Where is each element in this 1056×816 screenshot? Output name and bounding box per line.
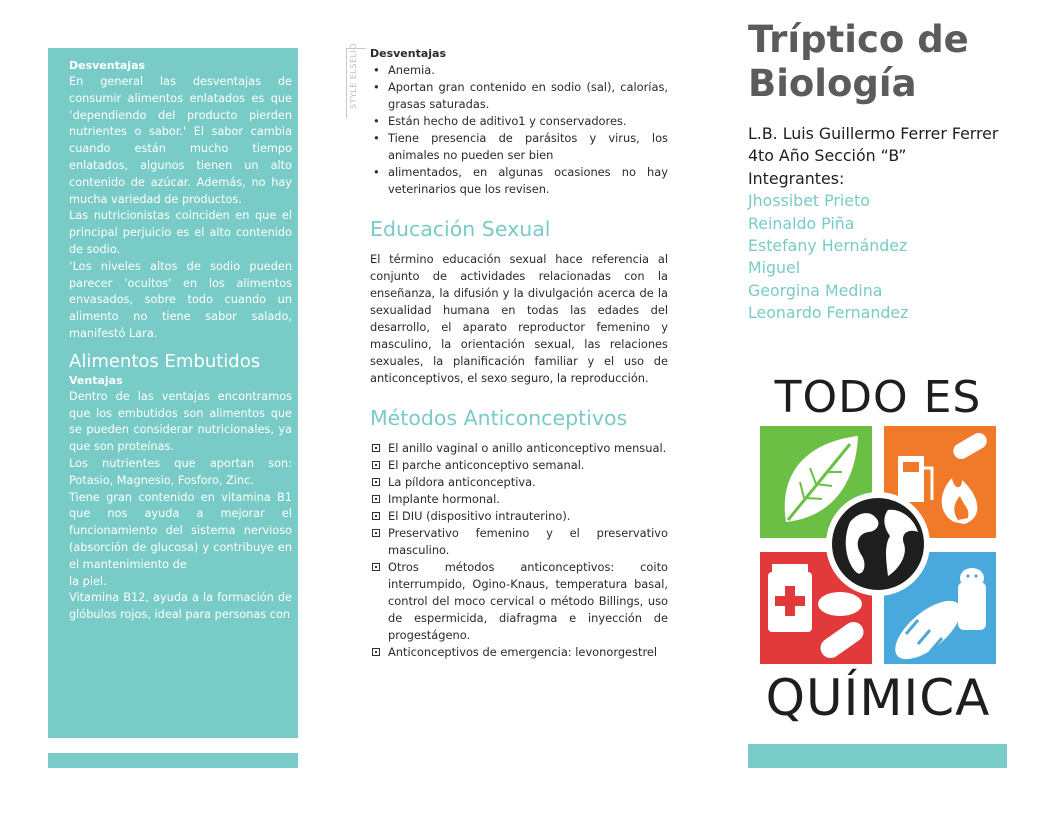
embutidos-title: Alimentos Embutidos [69, 350, 261, 372]
list-item [370, 164, 668, 198]
checkbox-bullet-icon [372, 648, 380, 656]
list-item-text: El anillo vaginal o anillo anticonceptivo mensual. [388, 441, 667, 455]
list-item [370, 474, 668, 491]
logo-bottom-text: QUÍMICA [765, 669, 991, 727]
left-footer-bar [48, 753, 298, 768]
list-item [370, 113, 668, 130]
canned-disadvantages-text: En general las desventajas de consumir alimentos enlatados es que ‘dependiendo del producto pierden nutrientes o sabor.' El sabor cambia cuando están mucho tiempo enlatados, algunos tienen un alto contenido de azúcar. Además, no hay mucha variedad de productos. [69, 75, 292, 206]
list-item [370, 491, 668, 508]
bullet-icon: • [373, 63, 380, 77]
vitamin-b12-text: Vitamina B12, ayuda a la formación de glóbulos rojos, ideal para personas con [69, 591, 292, 622]
list-item [370, 79, 668, 113]
list-item-text: Están hecho de aditivo1 y conservadores. [388, 114, 627, 128]
middle-panel [370, 46, 668, 661]
checkbox-bullet-icon [372, 478, 380, 486]
vitamin-b1-text: Tiene gran contenido en vitamina B1 que nos ayuda a mejorar el funcionamiento del sistema nervioso (absorción de glucosa) y contribuye en el mantenimiento de [69, 490, 292, 571]
methods-title: Métodos Anticonceptivos [370, 406, 628, 430]
advantages-text: Dentro de las ventajas encontramos que los embutidos son alimentos que se pueden considerar nutricionales, ya que son proteínas. [69, 389, 292, 454]
left-panel [48, 48, 298, 738]
skin-text: la piel. [69, 574, 107, 588]
member-name: Georgina Medina [748, 280, 883, 300]
style-stamp [346, 42, 366, 118]
list-item-text: Anticonceptivos de emergencia: levonorgestrel [388, 645, 658, 659]
credits [748, 123, 1008, 325]
list-item-text: Implante hormonal. [388, 492, 500, 506]
canned-disadvantages-heading: Desventajas [69, 59, 146, 72]
list-item-text: Anemia. [388, 63, 435, 77]
list-item-text: Otros métodos anticonceptivos: coito interrumpido, Ogino-Knaus, temperatura basal, control del moco cervical o método Billings, uso de espermicida, diafragma e inyección de progestágeno. [388, 560, 668, 642]
embutidos-disadvantages-heading: Desventajas [370, 47, 447, 60]
checkbox-bullet-icon [372, 512, 380, 520]
list-item-text: alimentados, en algunas ocasiones no hay veterinarios que los revisen. [388, 165, 668, 196]
list-item-text: El parche anticonceptivo semanal. [388, 458, 585, 472]
checkbox-bullet-icon [372, 461, 380, 469]
list-item [370, 644, 668, 661]
list-item-text: Aportan gran contenido en sodio (sal), calorías, grasas saturadas. [388, 80, 668, 111]
list-item-text: Preservativo femenino y el preservativo masculino. [388, 526, 668, 557]
list-item [370, 525, 668, 559]
nutritionists-text: Las nutricionistas coinciden en que el principal perjuicio es el alto contenido de sodio. [69, 209, 292, 256]
list-item [370, 440, 668, 457]
bullet-icon: • [373, 165, 380, 179]
globe-icon [826, 492, 930, 596]
right-footer-bar [748, 744, 1007, 768]
list-item [370, 559, 668, 644]
advantages-heading: Ventajas [69, 373, 123, 387]
bullet-icon: • [373, 80, 380, 94]
list-item [370, 508, 668, 525]
teacher-name: L.B. Luis Guillermo Ferrer Ferrer [748, 124, 999, 143]
bullet-icon: • [373, 114, 380, 128]
sex-ed-text: El término educación sexual hace referencia al conjunto de actividades relacionadas con la enseñanza, la difusión y la divulgación acerca de la sexualidad humana en todas las edades del desarrollo, el aparato reproductor femenino y masculino, la orientación sexual, las relaciones sexuales, la planificación familiar y el uso de anticonceptivos, el sexo seguro, la reproducción. [370, 252, 668, 385]
list-item-text: La píldora anticonceptiva. [388, 475, 536, 489]
methods-list [370, 440, 668, 661]
member-name: Reinaldo Piña [748, 213, 855, 233]
list-item [370, 130, 668, 164]
checkbox-bullet-icon [372, 495, 380, 503]
grade-section: 4to Año Sección “B” [748, 146, 907, 166]
member-name: Jhossibet Prieto [748, 191, 870, 211]
list-item-text: Tiene presencia de parásitos y virus, los animales no pueden ser bien [388, 131, 668, 162]
member-name: Leonardo Fernandez [748, 303, 909, 323]
nutrients-text: Los nutrientes que aportan son: Potasio, Magnesio, Fosforo, Zinc. [69, 456, 292, 487]
page-title: Tríptico de Biología [748, 18, 969, 105]
member-name: Estefany Hernández [748, 236, 908, 256]
members-label: Integrantes: [748, 168, 845, 188]
checkbox-bullet-icon [372, 529, 380, 537]
checkbox-bullet-icon [372, 563, 380, 571]
bullet-icon: • [373, 131, 380, 145]
member-name: Miguel [748, 258, 801, 278]
list-item [370, 457, 668, 474]
disadvantages-list [370, 62, 668, 198]
checkbox-bullet-icon [372, 444, 380, 452]
list-item-text: El DIU (dispositivo intrauterino). [388, 509, 571, 523]
right-panel [748, 18, 1008, 325]
sex-ed-title: Educación Sexual [370, 217, 551, 241]
logo-top-text: TODO ES [774, 372, 982, 423]
sodium-quote-text: ‘Los niveles altos de sodio pueden parecer ‘ocultos' en los alimentos envasados, sobre todo cuando un alimento no tiene sabor salado, manifestó Lara. [69, 259, 292, 340]
list-item [370, 62, 668, 79]
stamp-text: STYLE ELSELIO [349, 42, 358, 109]
todo-es-quimica-logo [758, 372, 998, 727]
